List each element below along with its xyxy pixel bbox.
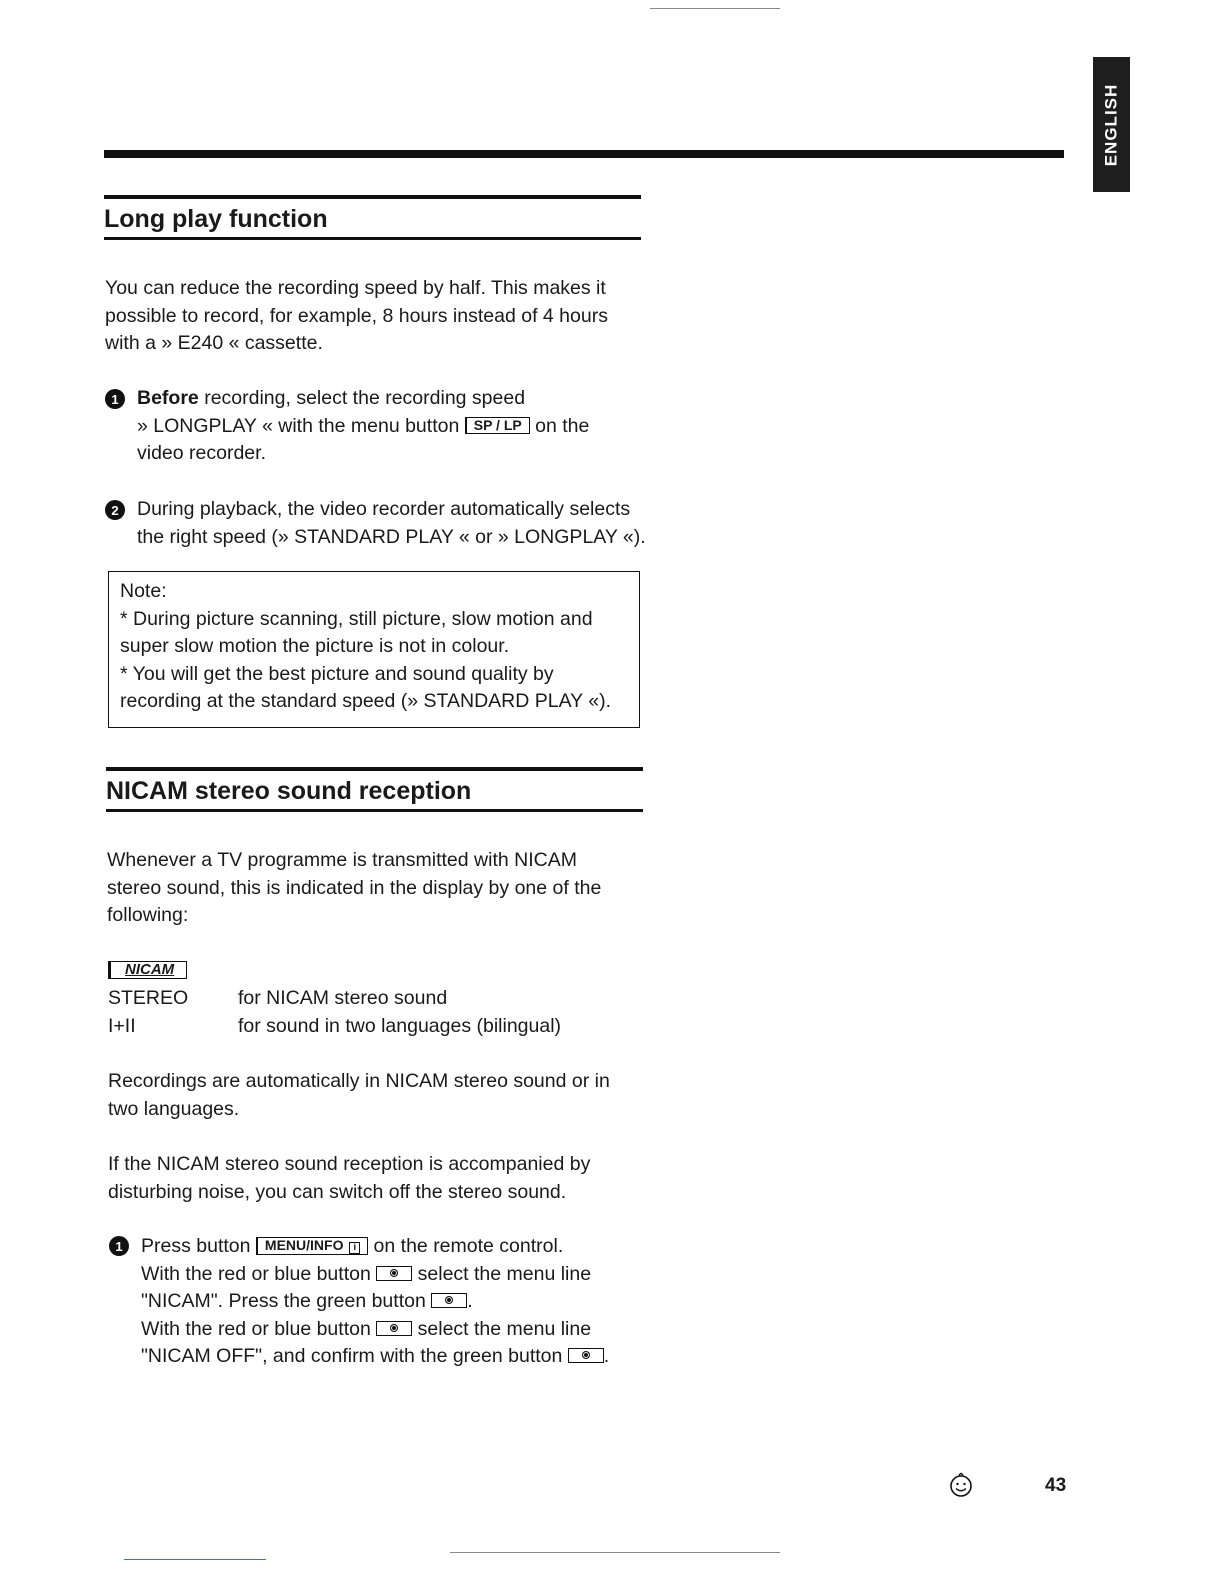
- scan-noise-top: [650, 8, 780, 9]
- l1-pre: Press button: [141, 1235, 256, 1257]
- l5-post: .: [603, 1345, 610, 1367]
- menu-info-button: [256, 1237, 368, 1255]
- l4-pre: With the red or blue button: [141, 1317, 377, 1340]
- step1-line2-post: on the: [529, 414, 590, 437]
- nicam-intro: [107, 847, 647, 930]
- l3-pre: "NICAM". Press the green button: [141, 1290, 432, 1312]
- nicam-title: NICAM stereo sound reception: [106, 777, 472, 805]
- step-1-badge: 1: [105, 389, 125, 409]
- long-play-step-1: [137, 385, 647, 468]
- table-key: I+II: [108, 1014, 136, 1037]
- para-line: Recordings are automatically in NICAM stereo sound or in: [108, 1070, 610, 1092]
- intro-line: with a » E240 « cassette.: [105, 332, 323, 354]
- note-line: recording at the standard speed (» STANDARD PLAY «).: [120, 690, 611, 712]
- nicam-header: [106, 767, 643, 812]
- l2-pre: With the red or blue button: [141, 1262, 377, 1285]
- intro-line: You can reduce the recording speed by half. This makes it: [105, 277, 606, 299]
- note-box: [108, 571, 640, 728]
- note-line: * During picture scanning, still picture, slow motion and: [120, 607, 593, 630]
- para-line: disturbing noise, you can switch off the stereo sound.: [108, 1180, 567, 1203]
- step1-line3: video recorder.: [137, 442, 266, 464]
- l1-post: on the remote control.: [368, 1235, 564, 1257]
- nicam-display-badge-wrap: [108, 961, 187, 979]
- info-icon: i: [349, 1242, 360, 1254]
- intro-line: following:: [107, 904, 189, 926]
- table-row: [108, 1013, 648, 1041]
- bottom-link-line: [124, 1559, 266, 1560]
- sp-lp-button: SP / LP: [465, 417, 530, 434]
- nicam-step-1: [141, 1233, 651, 1371]
- table-key: STEREO: [108, 987, 189, 1009]
- intro-line: possible to record, for example, 8 hours instead of 4 hours: [105, 304, 608, 327]
- table-desc: for sound in two languages (bilingual): [238, 1014, 562, 1037]
- before-bold: Before: [137, 387, 199, 409]
- intro-line: Whenever a TV programme is transmitted with NICAM: [107, 849, 577, 871]
- intro-line: stereo sound, this is indicated in the display by one of the: [107, 876, 602, 899]
- step1-line1: recording, select the recording speed: [198, 387, 526, 409]
- l5-pre: "NICAM OFF", and confirm with the green button: [141, 1345, 568, 1367]
- page-number: 43: [1045, 1475, 1067, 1496]
- nicam-para-1: [108, 1068, 648, 1123]
- note-line: super slow motion the picture is not in colour.: [120, 635, 510, 657]
- long-play-title: Long play function: [104, 205, 328, 233]
- l2-post: select the menu line: [412, 1262, 592, 1285]
- top-rule: [104, 150, 1064, 158]
- scan-noise-bottom: [450, 1552, 780, 1553]
- note-title: Note:: [120, 580, 167, 602]
- red-blue-button-icon: [376, 1266, 412, 1281]
- environment-smiley-icon: [948, 1470, 974, 1498]
- l4-post: select the menu line: [412, 1317, 592, 1340]
- step2-line1: During playback, the video recorder automatically selects: [137, 498, 631, 520]
- language-tab-label: ENGLISH: [1101, 83, 1121, 166]
- nicam-display-badge: NICAM: [108, 961, 187, 979]
- step2-line2: the right speed (» STANDARD PLAY « or » LONGPLAY «).: [137, 525, 646, 548]
- long-play-header: [104, 195, 641, 240]
- nicam-step-1-badge: 1: [109, 1236, 129, 1256]
- para-line: two languages.: [108, 1097, 240, 1120]
- long-play-step-2: [137, 496, 647, 551]
- l3-post: .: [467, 1290, 473, 1312]
- language-tab: [1093, 57, 1130, 192]
- green-button-icon: [431, 1293, 467, 1308]
- menu-info-label: MENU/INFO: [264, 1237, 344, 1253]
- long-play-intro: [105, 275, 645, 358]
- table-desc: for NICAM stereo sound: [238, 987, 448, 1009]
- table-row: [108, 985, 648, 1013]
- nicam-indicator-table: [108, 985, 648, 1040]
- step-2-badge: 2: [105, 500, 125, 520]
- red-blue-button-icon: [376, 1321, 412, 1336]
- green-button-icon: [568, 1348, 604, 1363]
- para-line: If the NICAM stereo sound reception is accompanied by: [108, 1153, 591, 1175]
- note-line: * You will get the best picture and sound quality by: [120, 662, 554, 685]
- nicam-para-2: [108, 1151, 648, 1206]
- step1-line2-pre: » LONGPLAY « with the menu button: [137, 414, 465, 437]
